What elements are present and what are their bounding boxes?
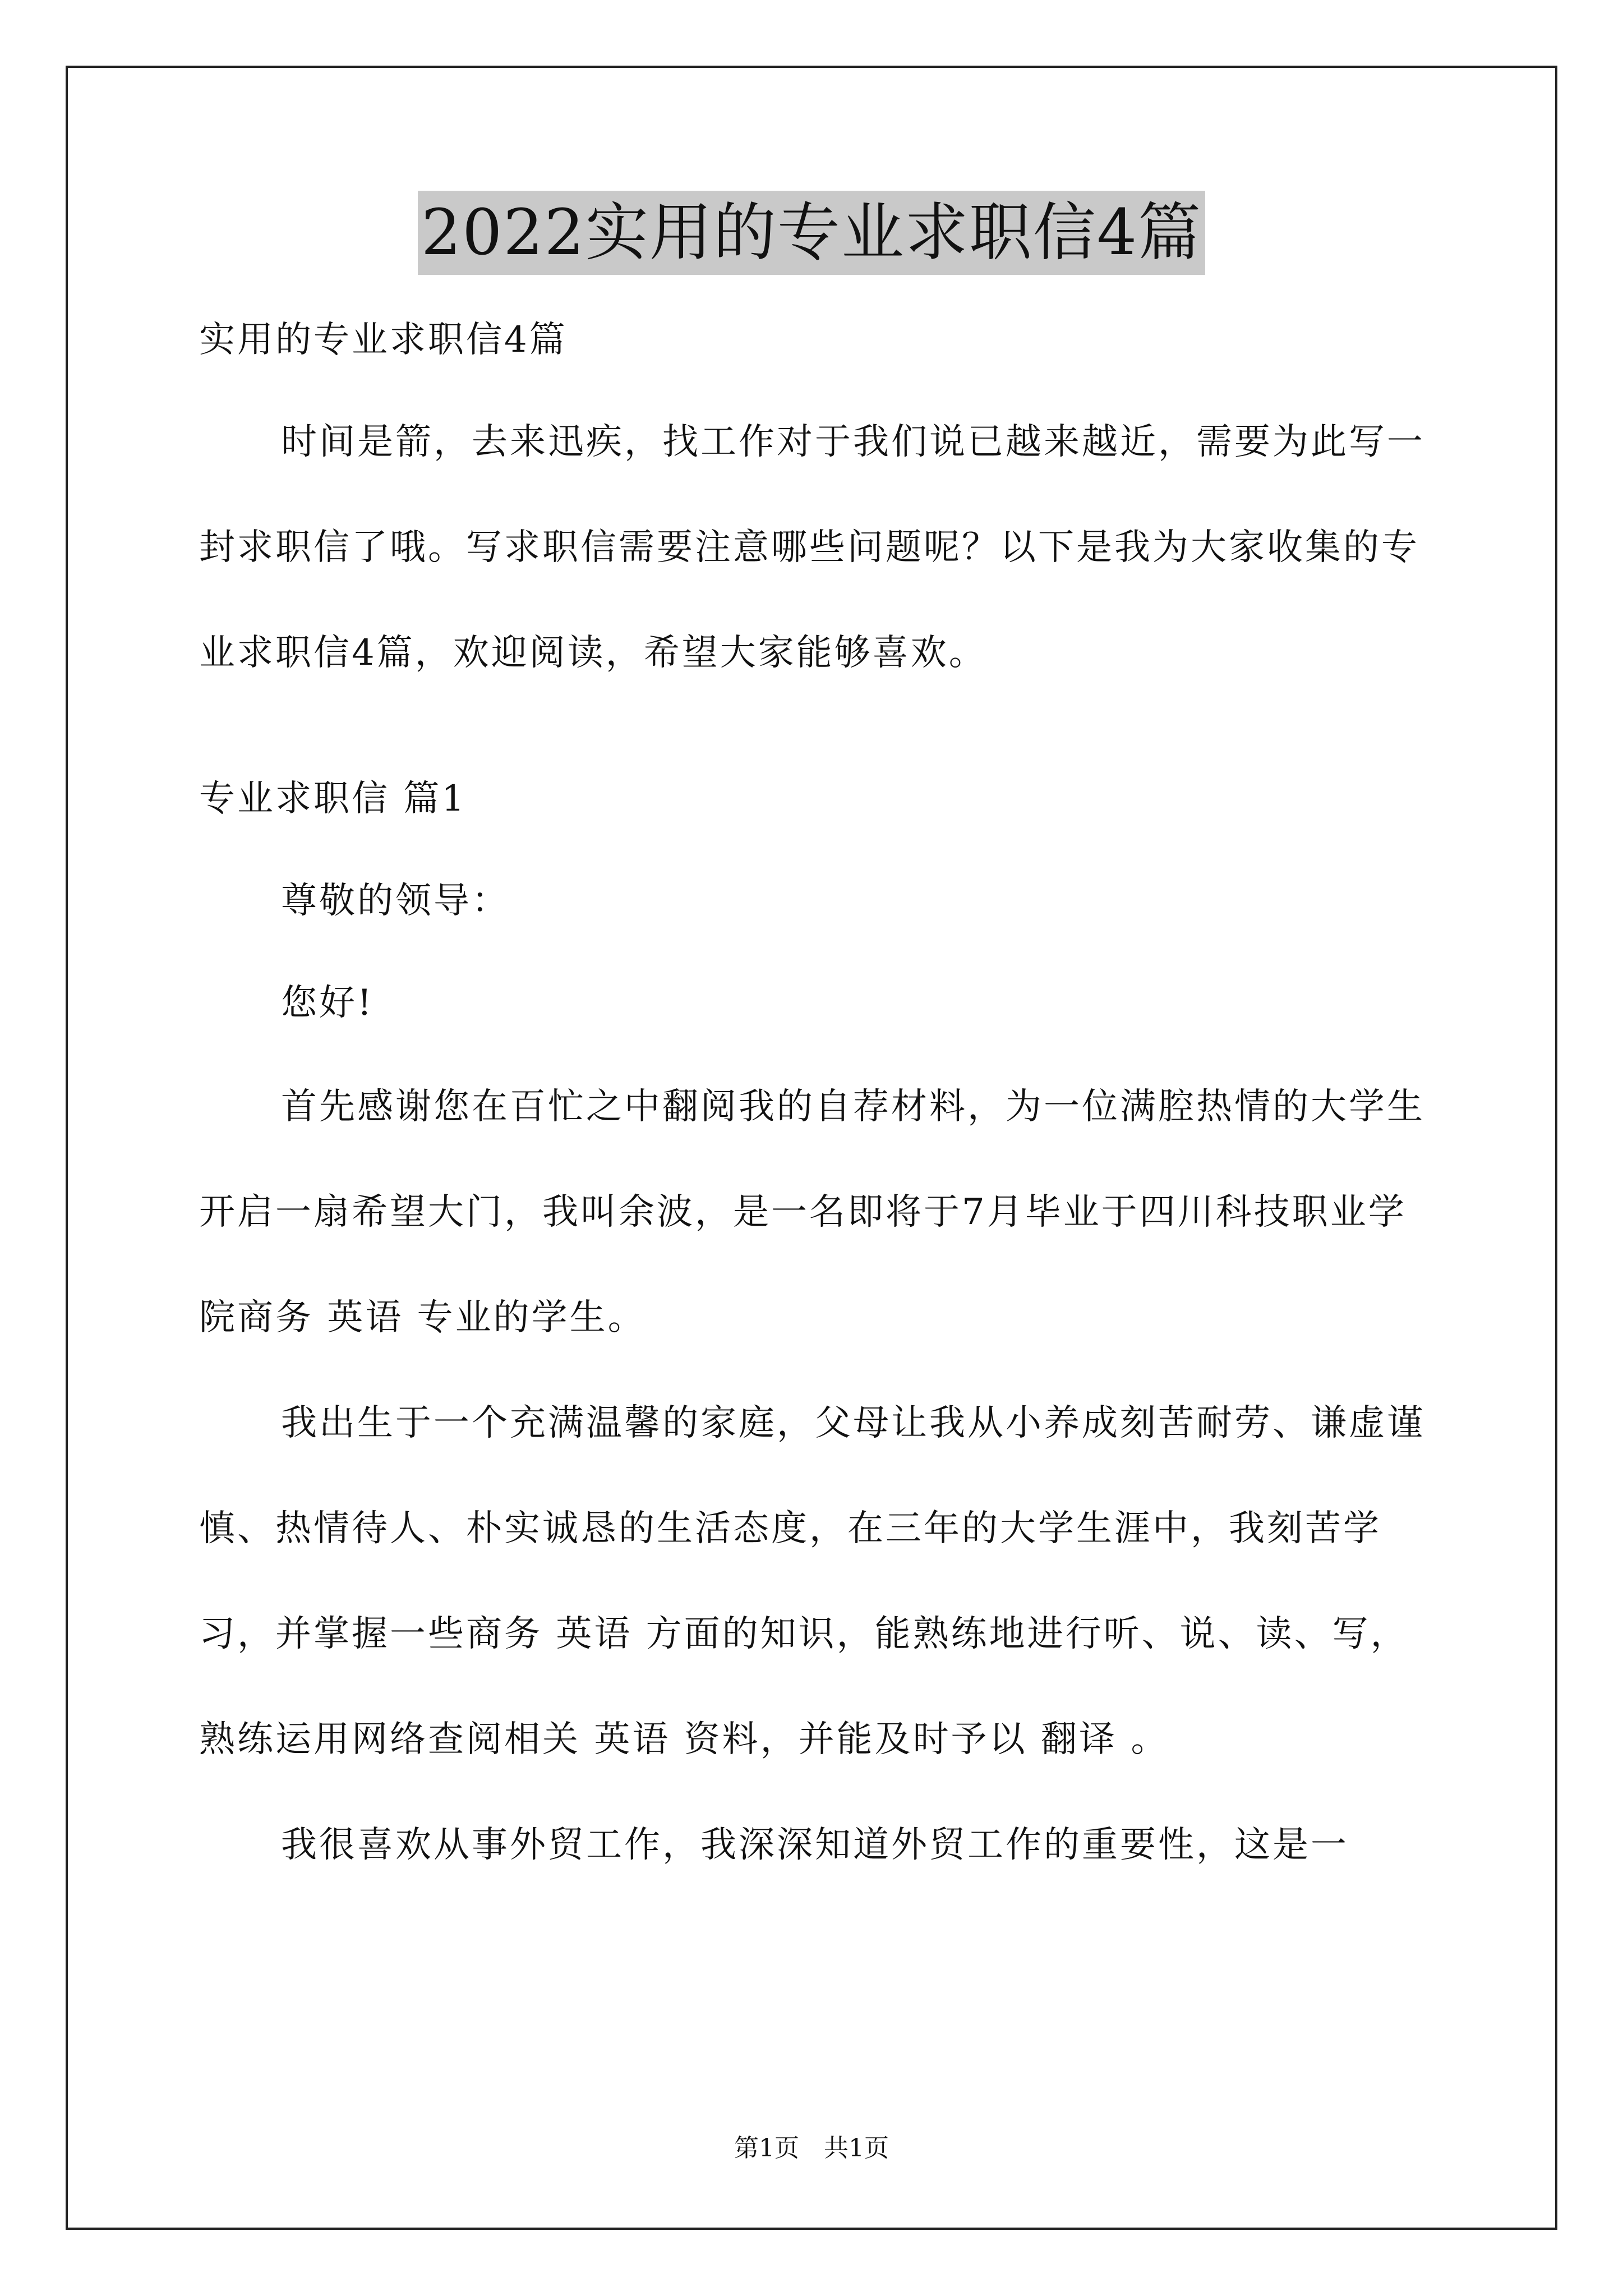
body-paragraph-2: 我出生于一个充满温馨的家庭，父母让我从小养成刻苦耐劳、谦虚谨慎、热情待人、朴实诚恳的生活态度，在三年的大学生涯中，我刻苦学习，并掌握一些商务 英语 方面的知识，能熟练地进行听、说、读、写，熟练运用网络查阅相关 英语 资料，并能及时予以 翻译 。 <box>199 1402 1425 1760</box>
document-title: 2022实用的专业求职信4篇 <box>418 191 1205 275</box>
document-body <box>199 314 1433 1898</box>
document-subtitle: 实用的专业求职信4篇 <box>199 319 568 361</box>
body-paragraph-3: 我很喜欢从事外贸工作，我深深知道外贸工作的重要性，这是一 <box>281 1824 1349 1866</box>
greeting: 您好! <box>281 982 374 1024</box>
page-footer: 第1页 共1页 <box>734 2134 889 2162</box>
salutation: 尊敬的领导： <box>281 880 510 922</box>
section-heading: 专业求职信 篇1 <box>199 778 467 820</box>
body-paragraph-1: 首先感谢您在百忙之中翻阅我的自荐材料，为一位满腔热情的大学生开启一扇希望大门，我叫余波，是一名即将于7月毕业于四川科技职业学院商务 英语 专业的学生。 <box>199 1086 1425 1338</box>
intro-paragraph: 时间是箭，去来迅疾，找工作对于我们说已越来越近，需要为此写一封求职信了哦。写求职信需要注意哪些问题呢？以下是我为大家收集的专业求职信4篇，欢迎阅读，希望大家能够喜欢。 <box>199 421 1425 674</box>
section-spacer <box>199 706 1433 773</box>
title-container <box>0 191 1623 275</box>
